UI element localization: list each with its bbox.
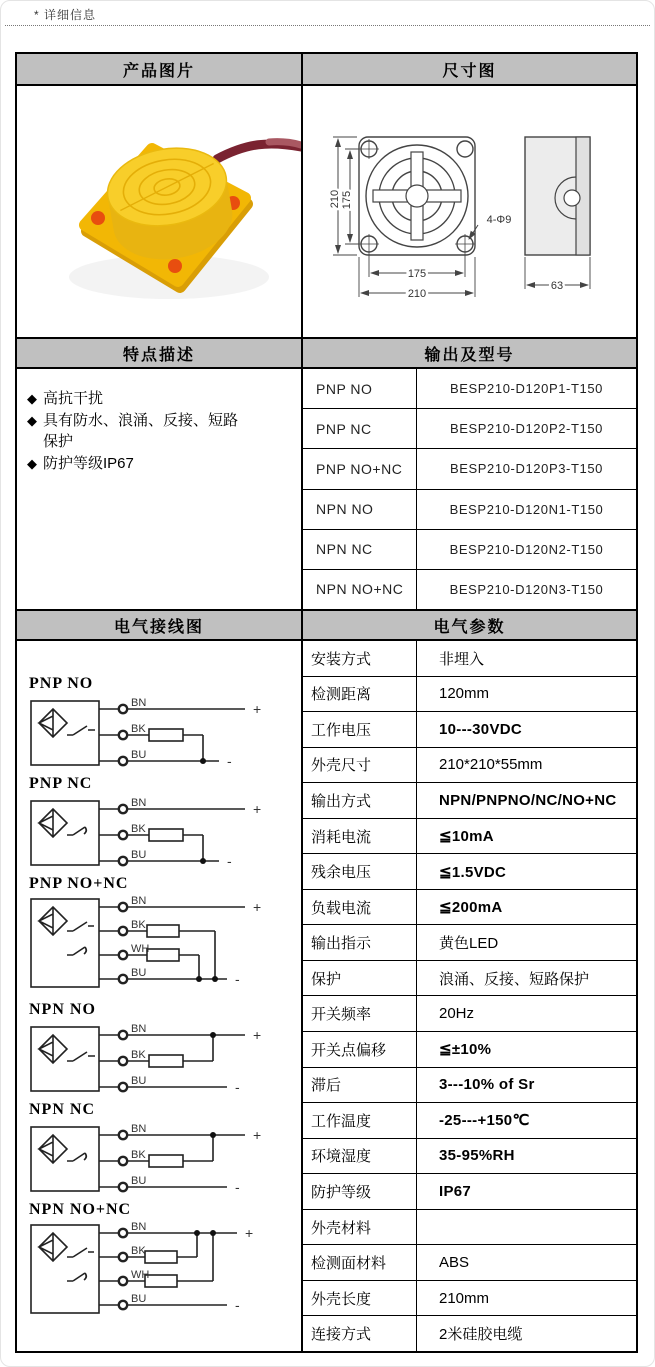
- svg-text:WH: WH: [131, 943, 150, 955]
- svg-text:-: -: [235, 971, 240, 987]
- svg-text:BN: BN: [131, 797, 147, 809]
- svg-text:BN: BN: [131, 895, 147, 907]
- model-row: [303, 490, 636, 530]
- param-label: 外壳材料: [303, 1210, 417, 1245]
- svg-text:+: +: [253, 1027, 262, 1043]
- param-label: 输出指示: [303, 925, 417, 960]
- param-value: ≦200mA: [439, 899, 503, 917]
- model-code: BESP210-D120P1-T150: [449, 381, 604, 397]
- param-row: [303, 961, 636, 997]
- header-features: 特点描述: [17, 339, 303, 367]
- svg-text:+: +: [253, 1127, 262, 1143]
- param-label: 负载电流: [303, 890, 417, 925]
- image-row: [17, 86, 636, 337]
- dim-width-inner: 175: [407, 268, 427, 280]
- param-label: 安装方式: [303, 641, 417, 676]
- feature-item: [27, 389, 293, 409]
- svg-text:BN: BN: [131, 1123, 147, 1135]
- param-value: IP67: [439, 1182, 472, 1200]
- features-models-row: [17, 369, 636, 609]
- wiring-diagrams: [17, 641, 303, 1351]
- param-label: 工作温度: [303, 1103, 417, 1138]
- param-label: 消耗电流: [303, 819, 417, 854]
- wiring-diagram-npn-no: [27, 1001, 301, 1095]
- svg-text:BN: BN: [131, 1221, 147, 1233]
- param-value: ≦1.5VDC: [439, 863, 507, 881]
- param-row: [303, 890, 636, 926]
- wiring-diagram-svg: [27, 1121, 287, 1195]
- model-output-type: PNP NO+NC: [303, 449, 417, 488]
- param-value: NPN/PNPNO/NC/NO+NC: [439, 791, 617, 809]
- model-code: BESP210-D120P3-T150: [449, 461, 604, 477]
- title-divider: [5, 25, 650, 26]
- header-row-1: [17, 54, 636, 86]
- dim-depth: 63: [550, 280, 564, 292]
- param-value: ≦±10%: [439, 1041, 492, 1059]
- wiring-diagram-label: PNP NO+NC: [29, 875, 129, 892]
- header-output-models: 输出及型号: [303, 339, 636, 367]
- param-value: [417, 1210, 636, 1245]
- param-value: 210mm: [439, 1289, 490, 1307]
- model-code: BESP210-D120N2-T150: [449, 541, 604, 557]
- wiring-params-row: [17, 641, 636, 1351]
- svg-text:BU: BU: [131, 749, 147, 761]
- model-row: [303, 449, 636, 489]
- wiring-diagram-svg: [27, 1221, 287, 1321]
- params-table: [303, 641, 636, 1351]
- svg-text:-: -: [227, 753, 232, 769]
- diamond-bullet-icon: ◆: [27, 391, 37, 406]
- param-label: 防护等级: [303, 1174, 417, 1209]
- param-value: 20Hz: [439, 1005, 475, 1023]
- param-row: [303, 1139, 636, 1175]
- diamond-bullet-icon: ◆: [27, 455, 37, 471]
- model-row: [303, 409, 636, 449]
- svg-text:BU: BU: [131, 849, 147, 861]
- svg-text:BK: BK: [131, 919, 146, 931]
- svg-text:+: +: [253, 801, 262, 817]
- param-row: [303, 1316, 636, 1351]
- param-row: [303, 1281, 636, 1317]
- param-row: [303, 996, 636, 1032]
- param-label: 开关频率: [303, 996, 417, 1031]
- param-row: [303, 641, 636, 677]
- param-value: 非埋入: [439, 650, 485, 668]
- corner-dot: [91, 211, 105, 225]
- product-photo: [17, 87, 301, 336]
- wiring-diagram-label: PNP NC: [29, 775, 93, 792]
- header-electrical-params: 电气参数: [303, 611, 636, 639]
- svg-text:BU: BU: [131, 1293, 147, 1305]
- feature-item: [27, 411, 293, 452]
- wiring-diagram-pnp-nc: [27, 775, 301, 869]
- param-label: 滞后: [303, 1068, 417, 1103]
- svg-text:-: -: [235, 1297, 240, 1313]
- dim-height-outer: 210: [329, 189, 341, 209]
- feature-text: 高抗干扰: [43, 390, 104, 407]
- model-output-type: NPN NC: [303, 530, 417, 569]
- dim-width-outer: 210: [407, 288, 427, 300]
- wiring-diagram-svg: [27, 795, 287, 869]
- param-label: 工作电压: [303, 712, 417, 747]
- svg-text:BU: BU: [131, 1175, 147, 1187]
- wiring-diagram-label: PNP NO: [29, 675, 94, 692]
- wiring-diagram-pnp-nonc: [27, 875, 301, 995]
- wiring-diagram-label: NPN NO: [29, 1001, 96, 1018]
- dimension-drawing-cell: [303, 86, 636, 337]
- dim-holes-note: 4-Φ9: [486, 214, 512, 226]
- param-row: [303, 925, 636, 961]
- header-wiring: 电气接线图: [17, 611, 303, 639]
- param-label: 输出方式: [303, 783, 417, 818]
- wiring-diagram-npn-nonc: [27, 1201, 301, 1321]
- param-label: 残余电压: [303, 854, 417, 889]
- wiring-diagram-svg: [27, 1021, 287, 1095]
- param-label: 环境湿度: [303, 1139, 417, 1174]
- param-label: 开关点偏移: [303, 1032, 417, 1067]
- svg-text:BK: BK: [131, 823, 146, 835]
- model-row: [303, 530, 636, 570]
- param-row: [303, 1174, 636, 1210]
- header-row-2: [17, 337, 636, 369]
- model-output-type: PNP NO: [303, 369, 417, 408]
- param-row: [303, 1032, 636, 1068]
- header-product-image: 产品图片: [17, 54, 303, 84]
- param-value: 120mm: [439, 685, 490, 703]
- param-label: 检测面材料: [303, 1245, 417, 1280]
- param-value: 35-95%RH: [439, 1147, 515, 1165]
- spec-table: [15, 52, 638, 1353]
- model-row: [303, 570, 636, 609]
- param-row: [303, 783, 636, 819]
- svg-text:BU: BU: [131, 1075, 147, 1087]
- model-row: [303, 369, 636, 409]
- param-label: 连接方式: [303, 1316, 417, 1351]
- header-dimensions: 尺寸图: [303, 54, 636, 84]
- svg-text:-: -: [235, 1179, 240, 1195]
- model-code: BESP210-D120P2-T150: [449, 421, 604, 437]
- wiring-diagram-npn-nc: [27, 1101, 301, 1195]
- svg-text:BU: BU: [131, 967, 147, 979]
- corner-dot: [168, 259, 182, 273]
- model-output-type: PNP NC: [303, 409, 417, 448]
- svg-text:BK: BK: [131, 1149, 146, 1161]
- diamond-bullet-icon: ◆: [27, 413, 37, 429]
- model-output-type: NPN NO: [303, 490, 417, 529]
- page-title: * 详细信息: [34, 8, 97, 22]
- param-row: [303, 1103, 636, 1139]
- model-code: BESP210-D120N3-T150: [449, 581, 604, 597]
- feature-item: [27, 454, 293, 474]
- features-list: [17, 369, 303, 609]
- param-label: 外壳长度: [303, 1281, 417, 1316]
- param-value: ≦10mA: [439, 828, 494, 845]
- param-row: [303, 1068, 636, 1104]
- product-photo-cell: [17, 86, 303, 337]
- param-row: [303, 712, 636, 748]
- wiring-diagram-svg: [27, 695, 287, 769]
- model-output-type: NPN NO+NC: [303, 570, 417, 609]
- param-label: 保护: [303, 961, 417, 996]
- svg-text:BK: BK: [131, 1049, 146, 1061]
- param-value: -25---+150℃: [439, 1112, 530, 1130]
- wiring-diagram-label: NPN NO+NC: [29, 1201, 132, 1218]
- dimension-drawing: [303, 87, 636, 336]
- header-row-3: [17, 609, 636, 641]
- svg-text:BN: BN: [131, 697, 147, 709]
- param-value: 10---30VDC: [439, 720, 523, 738]
- param-value: 2米硅胶电缆: [439, 1326, 523, 1344]
- param-value: ABS: [439, 1254, 470, 1272]
- param-row: [303, 1210, 636, 1246]
- svg-text:BN: BN: [131, 1023, 147, 1035]
- param-row: [303, 854, 636, 890]
- wiring-diagram-label: NPN NC: [29, 1101, 95, 1118]
- param-value: 3---10% of Sr: [439, 1076, 535, 1094]
- param-value: 210*210*55mm: [439, 756, 543, 774]
- param-label: 外壳尺寸: [303, 748, 417, 783]
- feature-text: 防护等级IP67: [43, 454, 134, 472]
- wiring-diagram-pnp-no: [27, 675, 301, 769]
- svg-text:-: -: [227, 853, 232, 869]
- svg-text:BK: BK: [131, 723, 146, 735]
- svg-text:BK: BK: [131, 1245, 146, 1257]
- param-value: 浪涌、反接、短路保护: [439, 970, 590, 988]
- svg-text:+: +: [253, 899, 262, 915]
- svg-text:WH: WH: [131, 1269, 150, 1281]
- param-row: [303, 1245, 636, 1281]
- param-value: 黄色LED: [439, 935, 499, 953]
- param-label: 检测距离: [303, 677, 417, 712]
- svg-text:-: -: [235, 1079, 240, 1095]
- feature-text: 具有防水、浪涌、反接、短路保护: [43, 412, 239, 450]
- model-code: BESP210-D120N1-T150: [449, 501, 604, 517]
- svg-text:+: +: [253, 701, 262, 717]
- param-row: [303, 748, 636, 784]
- param-row: [303, 819, 636, 855]
- wiring-diagram-svg: [27, 895, 287, 995]
- param-row: [303, 677, 636, 713]
- models-table: [303, 369, 636, 609]
- svg-text:+: +: [245, 1225, 254, 1241]
- dim-height-inner: 175: [341, 190, 353, 210]
